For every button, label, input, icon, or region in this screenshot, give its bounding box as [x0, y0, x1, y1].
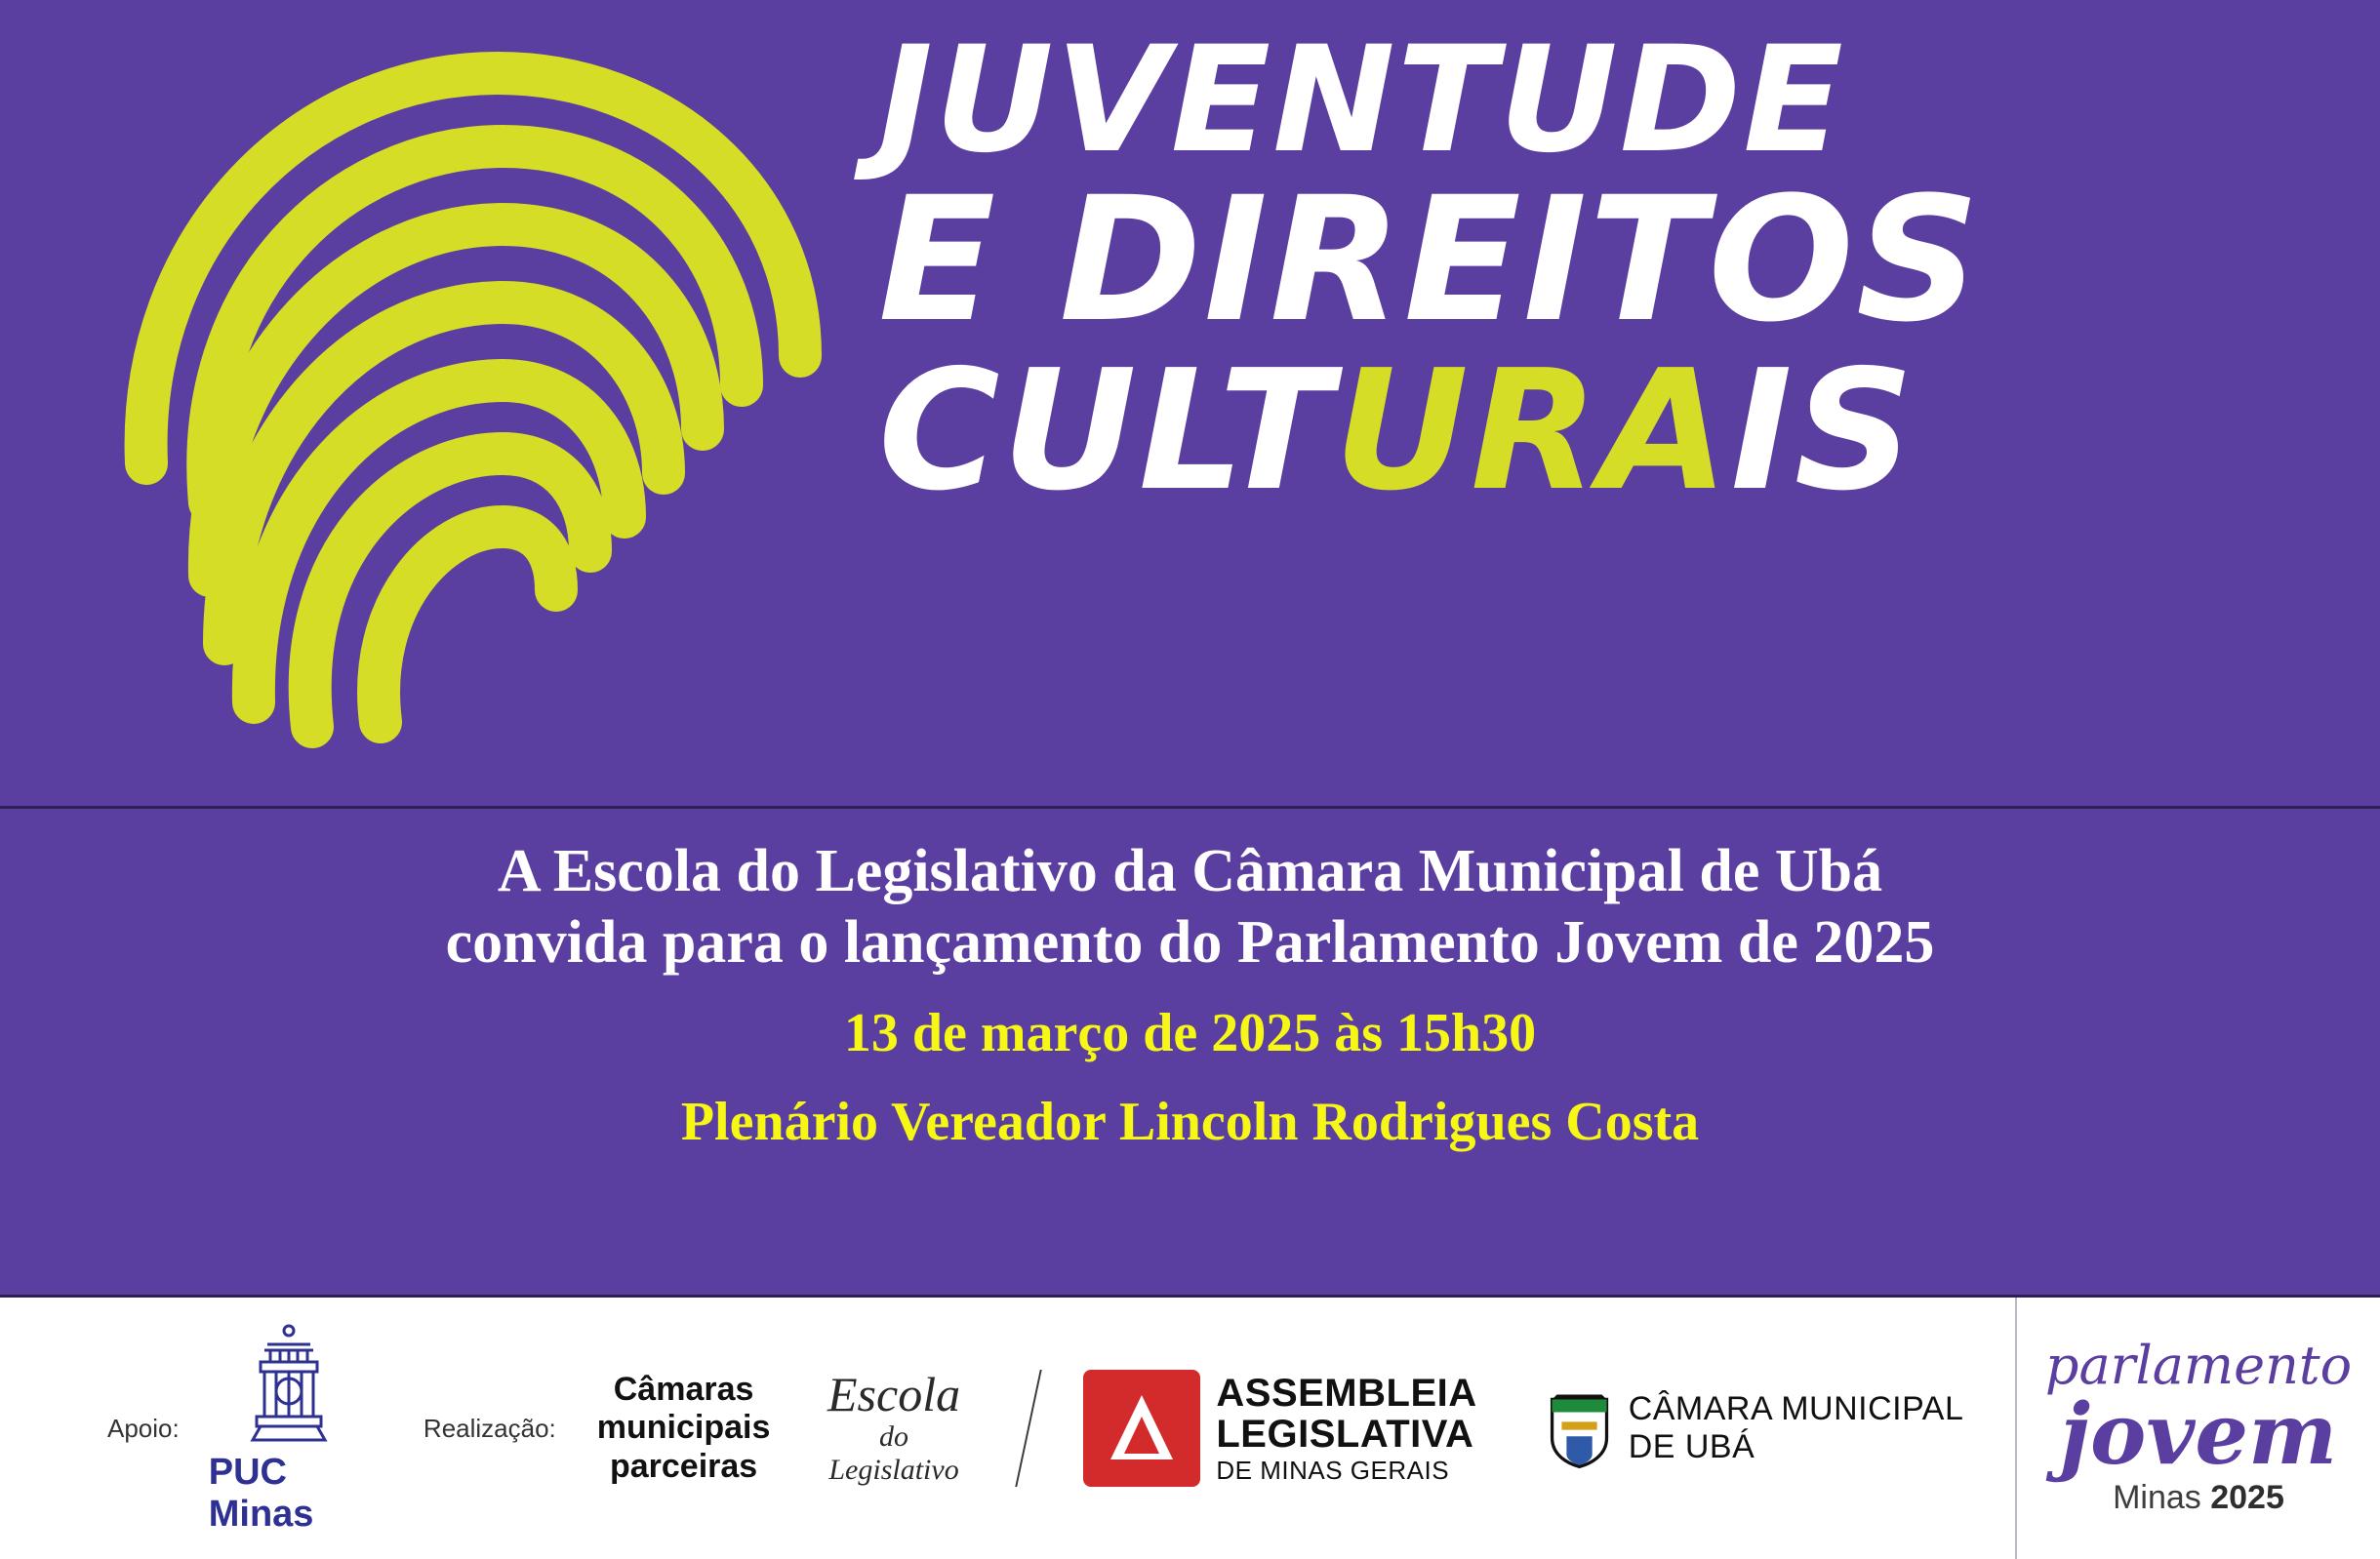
- pj-year: 2025: [2210, 1479, 2284, 1517]
- camaras-parceiras-logo: [597, 1371, 771, 1486]
- almg-line-2: LEGISLATIVA: [1216, 1413, 1474, 1457]
- invite-line-2: convida para o lançamento do Parlamento Jovem de 2025: [445, 909, 1935, 977]
- camaras-line-1: Câmaras: [613, 1370, 754, 1408]
- pj-line-2: jovem: [2059, 1384, 2338, 1484]
- parlamento-jovem-text: [2044, 1334, 2353, 1518]
- title-line-3-part-accent: URA: [1333, 335, 1731, 529]
- pj-line-1: parlamento: [2044, 1334, 2353, 1396]
- realization-label: Realização:: [423, 1413, 556, 1443]
- escola-legislativo-logo: [825, 1367, 962, 1487]
- support-label: Apoio:: [107, 1413, 180, 1443]
- escola-line-2: do Legislativo: [828, 1420, 959, 1486]
- assembleia-legislativa-logo: [1083, 1370, 1476, 1487]
- event-date: 13 de março de 2025 às 15h30: [843, 1003, 1537, 1064]
- title-line-3: [878, 335, 2313, 529]
- puc-minas-label: PUC Minas: [208, 1452, 314, 1535]
- pj-state: Minas: [2113, 1479, 2211, 1517]
- puc-crest-icon: [231, 1321, 346, 1448]
- almg-line-3: DE MINAS GERAIS: [1216, 1455, 1450, 1485]
- camara-uba-logo: [1546, 1379, 2015, 1477]
- poster-footer: [0, 1298, 2380, 1559]
- title-line-1: JUVENTUDE: [878, 16, 1845, 185]
- poster-info: [0, 809, 2380, 1298]
- almg-triangle-icon: [1083, 1370, 1200, 1487]
- camaras-line-3: parceiras: [609, 1447, 758, 1485]
- poster-title: [878, 16, 2313, 529]
- escola-line-1: Escola: [827, 1367, 961, 1421]
- camara-uba-label: CÂMARA MUNICIPAL DE UBÁ: [1628, 1390, 1963, 1465]
- almg-text: [1216, 1373, 1476, 1484]
- parlamento-jovem-mark: [2015, 1298, 2380, 1559]
- event-place: Plenário Vereador Lincoln Rodrigues Costa: [680, 1091, 1700, 1152]
- pj-line-3: [2045, 1479, 2352, 1517]
- invite-line-1: A Escola do Legislativo da Câmara Municipal de Ubá: [497, 838, 1883, 904]
- title-line-2: E DIREITOS: [878, 160, 1982, 360]
- uba-coat-of-arms-icon: [1546, 1379, 1613, 1477]
- logo-divider: [1015, 1370, 1041, 1487]
- fingerprint-icon: [117, 44, 839, 756]
- almg-line-1: ASSEMBLEIA: [1216, 1371, 1477, 1415]
- title-line-3-part-white-start: CULT: [878, 335, 1334, 529]
- footer-logos: [0, 1298, 2015, 1559]
- puc-minas-logo: [209, 1321, 369, 1536]
- title-line-3-part-white-end: IS: [1730, 335, 1916, 529]
- camaras-line-2: municipais: [596, 1409, 771, 1447]
